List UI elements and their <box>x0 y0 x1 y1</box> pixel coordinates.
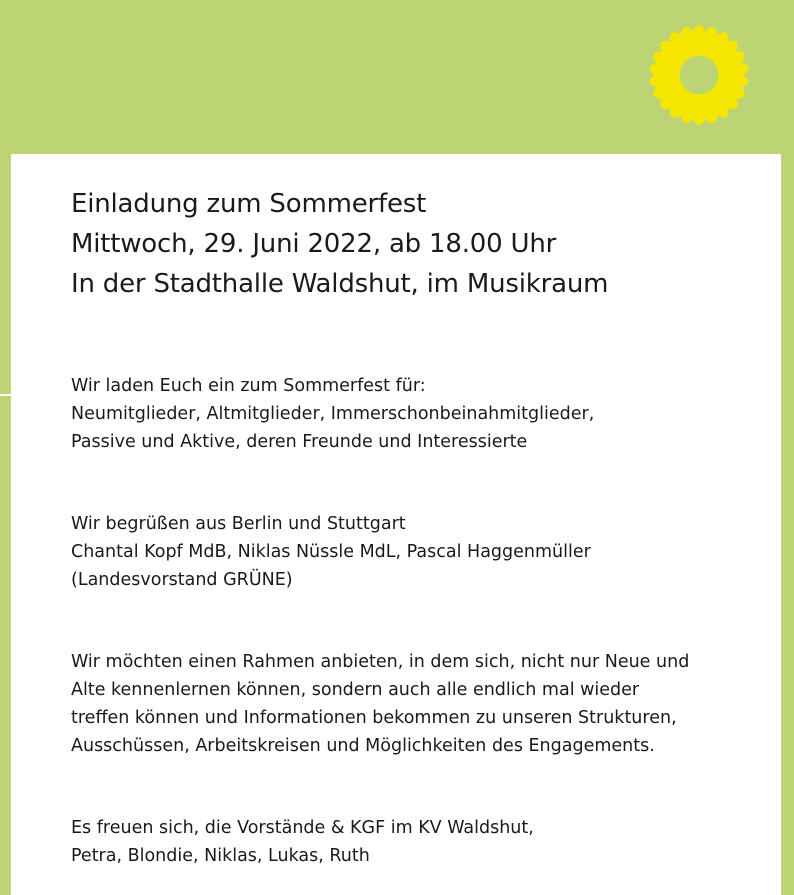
paragraph-line: Wir möchten einen Rahmen anbieten, in dem sich, nicht nur Neue und <box>71 652 690 672</box>
sunflower-icon <box>648 24 750 126</box>
heading-date-time: Mittwoch, 29. Juni 2022, ab 18.00 Uhr <box>71 229 557 259</box>
paragraph-line: Petra, Blondie, Niklas, Lukas, Ruth <box>71 846 370 866</box>
paragraph-line: (Landesvorstand GRÜNE) <box>71 570 293 590</box>
paragraph-line: Passive und Aktive, deren Freunde und Interessierte <box>71 432 528 452</box>
paragraph-line: Es freuen sich, die Vorstände & KGF im KV Waldshut, <box>71 818 534 838</box>
invitation-heading <box>71 184 608 304</box>
paragraph-line: Ausschüssen, Arbeitskreisen und Möglichkeiten des Engagements. <box>71 736 655 756</box>
heading-event-title: Einladung zum Sommerfest <box>71 189 427 219</box>
paragraph-line: Wir laden Euch ein zum Sommerfest für: <box>71 376 426 396</box>
paragraph-line: treffen können und Informationen bekommen zu unseren Strukturen, <box>71 708 677 728</box>
paragraph-line: Neumitglieder, Altmitglieder, Immerschonbeinahmitglieder, <box>71 404 595 424</box>
paragraph-line: Chantal Kopf MdB, Niklas Nüssle MdL, Pascal Haggenmüller <box>71 542 591 562</box>
heading-location: In der Stadthalle Waldshut, im Musikraum <box>71 269 609 299</box>
paragraph-invitees <box>71 372 594 456</box>
paragraph-signature <box>71 814 534 870</box>
paragraph-guests <box>71 510 591 594</box>
margin-tick-mark <box>0 394 11 396</box>
invitation-page <box>11 154 781 895</box>
paragraph-line: Alte kennenlernen können, sondern auch alle endlich mal wieder <box>71 680 640 700</box>
paragraph-purpose <box>71 648 689 760</box>
paragraph-line: Wir begrüßen aus Berlin und Stuttgart <box>71 514 406 534</box>
